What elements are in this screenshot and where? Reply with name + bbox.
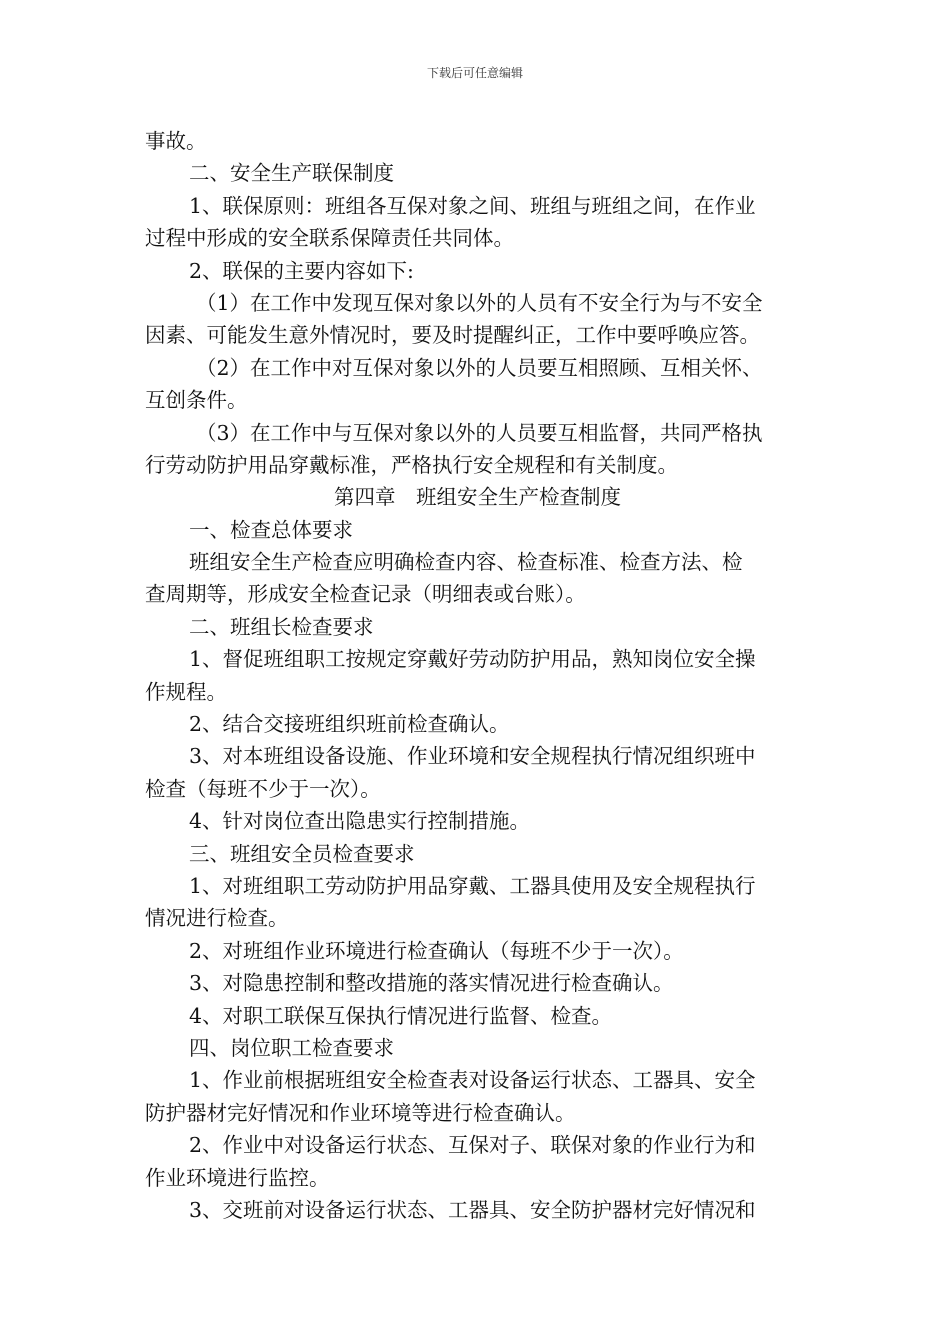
- text-line: 1、对班组职工劳动防护用品穿戴、工器具使用及安全规程执行: [189, 873, 756, 898]
- text-line: 3、对隐患控制和整改措施的落实情况进行检查确认。: [189, 971, 674, 996]
- text-line: 4、针对岗位查出隐患实行控制措施。: [189, 809, 531, 834]
- text-line: 情况进行检查。: [145, 906, 289, 931]
- text-line: 3、对本班组设备设施、作业环境和安全规程执行情况组织班中: [189, 744, 756, 769]
- text-line: （3）在工作中与互保对象以外的人员要互相监督，共同严格执: [196, 420, 763, 445]
- text-line: 1、督促班组职工按规定穿戴好劳动防护用品，熟知岗位安全操: [189, 647, 756, 672]
- text-line: 三、班组安全员检查要求: [189, 841, 415, 866]
- text-line: 互创条件。: [145, 388, 248, 413]
- text-line: 因素、可能发生意外情况时，要及时提醒纠正，工作中要呼唤应答。: [145, 323, 760, 348]
- text-line: 作业环境进行监控。: [145, 1165, 330, 1190]
- document-body: [145, 125, 810, 1226]
- text-line: 4、对职工联保互保执行情况进行监督、检查。: [189, 1003, 613, 1028]
- text-line: 检查（每班不少于一次）。: [145, 776, 381, 801]
- text-line: 第四章 班组安全生产检查制度: [334, 485, 621, 510]
- text-line: 一、检查总体要求: [189, 517, 353, 542]
- text-line: 事故。: [145, 129, 207, 153]
- text-line: 班组安全生产检查应明确检查内容、检查标准、检查方法、检: [189, 550, 743, 575]
- text-line: 四、岗位职工检查要求: [189, 1035, 394, 1060]
- text-line: 2、作业中对设备运行状态、互保对子、联保对象的作业行为和: [189, 1133, 756, 1158]
- text-line: 1、联保原则：班组各互保对象之间、班组与班组之间，在作业: [189, 193, 756, 218]
- text-line: 3、交班前对设备运行状态、工器具、安全防护器材完好情况和: [189, 1197, 756, 1222]
- text-line: （2）在工作中对互保对象以外的人员要互相照顾、互相关怀、: [196, 355, 763, 380]
- text-line: 作规程。: [145, 679, 227, 704]
- text-line: （1）在工作中发现互保对象以外的人员有不安全行为与不安全: [196, 290, 763, 315]
- text-line: 防护器材完好情况和作业环境等进行检查确认。: [145, 1100, 576, 1125]
- text-line: 二、班组长检查要求: [189, 614, 374, 639]
- text-line: 行劳动防护用品穿戴标准，严格执行安全规程和有关制度。: [145, 452, 678, 477]
- page-header: 下载后可任意编辑: [426, 66, 523, 80]
- text-line: 1、作业前根据班组安全检查表对设备运行状态、工器具、安全: [189, 1068, 756, 1093]
- text-line: 过程中形成的安全联系保障责任共同体。: [145, 226, 514, 251]
- text-line: 查周期等，形成安全检查记录（明细表或台账）。: [145, 582, 586, 607]
- text-line: 2、联保的主要内容如下:: [189, 258, 414, 283]
- text-line: 二、安全生产联保制度: [189, 161, 394, 186]
- text-line: 2、结合交接班组织班前检查确认。: [189, 712, 510, 737]
- text-line: 2、对班组作业环境进行检查确认（每班不少于一次）。: [189, 938, 684, 963]
